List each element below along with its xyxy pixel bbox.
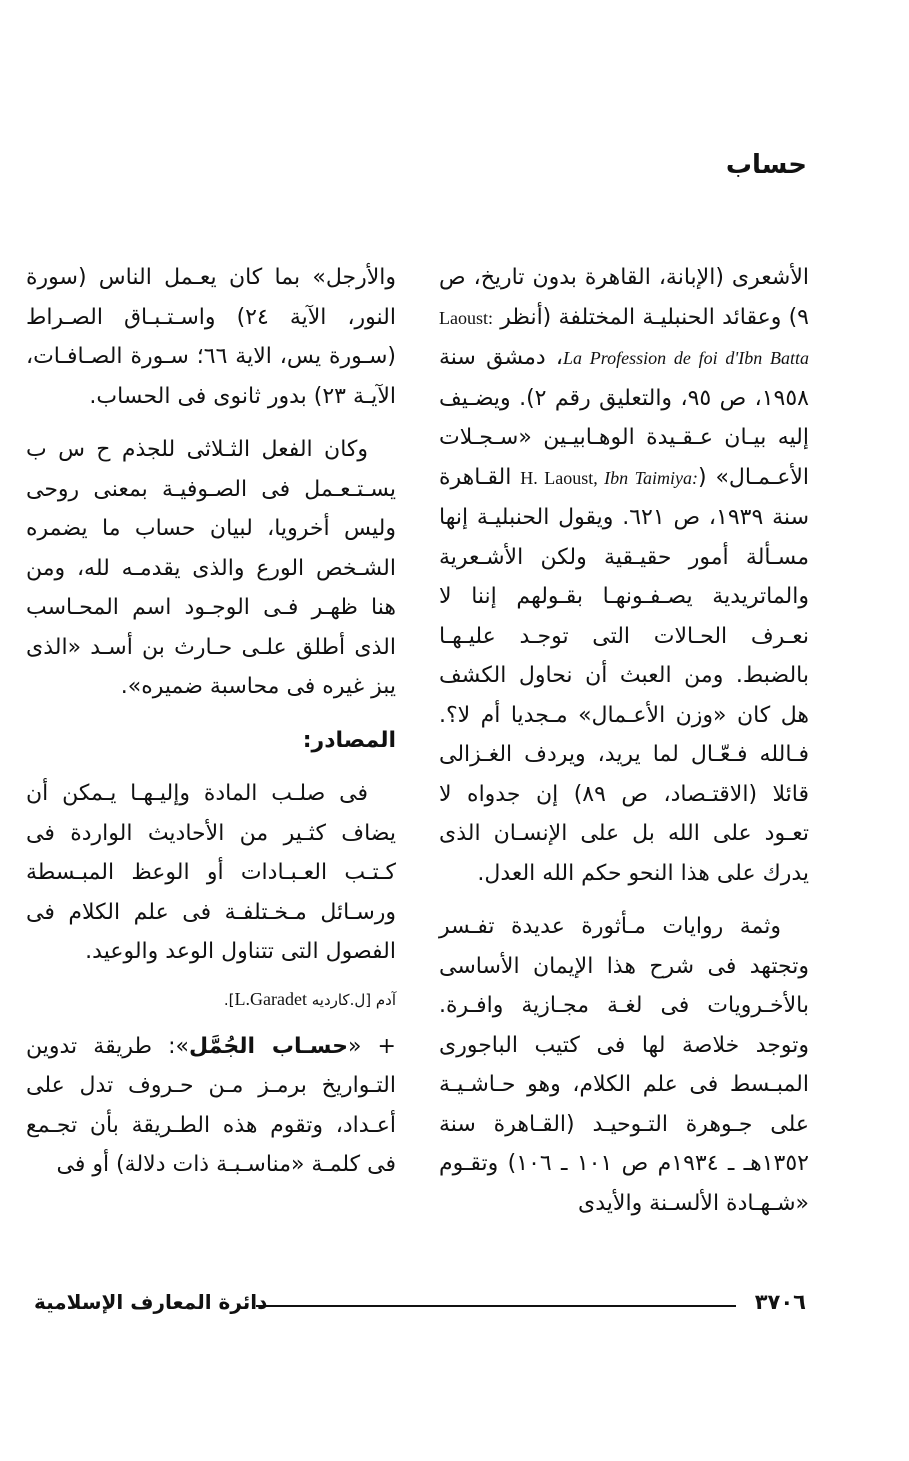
paragraph-ashari <box>439 258 809 893</box>
citation-author: Laoust: <box>439 307 493 328</box>
entry-prefix: + « <box>347 1033 396 1059</box>
citation-work: La Profession de foi d'Ibn Batta <box>563 348 809 368</box>
sources-heading: المصادر: <box>302 727 396 753</box>
paragraph-sources: فى صلـب المادة وإليـهـا يـمكن أن يضاف كثـير من الأحاديث الواردة فى كـتـب العـبـادات أو الوعظ المبـسطة ورسـائل مـخـتلفـة فى علم الكلام فى الفصول التى تتناول الوعد والوعيد. <box>26 781 396 964</box>
page-number: ٣٧٠٦ <box>754 1290 806 1314</box>
entry-colon: »: <box>152 1033 189 1059</box>
paragraph-continuation: والأرجل» بما كان يعـمل الناس (سورة النور، الآية ٢٤) واسـتـبـاق الصـراط (سـورة يس، الاية ٦٦؛ سـورة الصـافـات، الآيـة ٢٣) بدور ثانوى فى الحساب. <box>26 265 396 409</box>
publication-title: دائرة المعارف الإسلامية <box>34 1290 268 1314</box>
author-bracket: ]. <box>223 990 235 1009</box>
author-signature <box>26 986 396 1013</box>
entry-hisab-al-jummal <box>26 1027 396 1185</box>
entry-title: حسـاب الجُمَّل <box>189 1033 348 1059</box>
paragraph-text: ، دمشق سنة ١٩٥٨، ص ٩٥، والتعليق رقم ٢). ويضـيف إليه بيـان عـقـيدة الوهـابيـين «سـجـلات الأعـمـال» ( <box>439 345 810 490</box>
footer-rule <box>256 1305 736 1307</box>
right-column <box>439 258 809 1237</box>
running-title: حساب <box>725 150 807 180</box>
paragraph-text: الأشعرى (الإبانة، القاهرة بدون تاريخ، ص ٩) وعقائد الحنبليـة المختلفة (أنظر <box>439 265 809 330</box>
citation-author: H. Laoust, <box>520 467 598 488</box>
paragraph-traditions: وثمة روايات مـأثورة عديدة تفـسر وتجتهد فى شرح هذا الإيمان الأساسى بالأخـرويات فى لغـة مجـازية وافـرة. وتوجد خلاصة لها فى كتيب الباجورى المبـسط فى علم الكلام، وهو حـاشـيـة على جـوهرة التـوحيـد (القـاهرة سنة ١٣٥٢هـ ـ ١٩٣٤م ص ١٠١ ـ ١٠٦) وتقـوم «شـهـادة الألسـنة والأيدى <box>439 914 809 1216</box>
paragraph-text: القـاهرة سنة ١٩٣٩، ص ٦٢١. ويقول الحنبليـة إنها مسـألة أمور حقيـقية ولكن الأشـعرية والماتريدية يصـفـونهـا بقـولهم إننا لا نعـرف الحـالات التى توجـد عليـهـا بالضبط. ومن العبث أن نحاول الكشف هل كان «وزن الأعـمال» مـجديا أم لا؟. فـالله فـعّـال لما يريد، ويردف الغـزالى قائلا (الاقتـصاد، ص ٨٩) إن جدواه لا تعـود على الله بل على الإنسـان الذى يدرك على هذا النحو حكم الله العدل. <box>439 464 810 886</box>
author-latin-name: L.Garadet <box>234 988 307 1009</box>
left-column <box>26 258 396 1199</box>
page-footer <box>34 1290 806 1320</box>
author-name: آدم [ل.كارديه <box>306 990 396 1009</box>
entry-text: طريقة تدوين التـواريخ برمـز مـن حـروف تدل على أعـداد، وتقوم هذه الطـريقة بأن تجـمع فى كلمـة «مناسـبـة ذات دلالة) أو فى <box>26 1033 396 1177</box>
citation-work: Ibn Taimiya: <box>597 467 698 488</box>
paragraph-sufi: وكان الفعل الثـلاثى للجذم ح س ب يسـتـعـمل فى الصـوفيـة بمعنى روحى وليس أخرويا، لبيان حساب ما يضمره الشـخص الورع والذى يقدمـه لله، ومن هنا ظهـر فـى الوجـود اسم المحـاسب الذى أطلق علـى حـارث بن أسـد «الذى يبز غيره فى محاسبة ضميره». <box>26 437 396 699</box>
